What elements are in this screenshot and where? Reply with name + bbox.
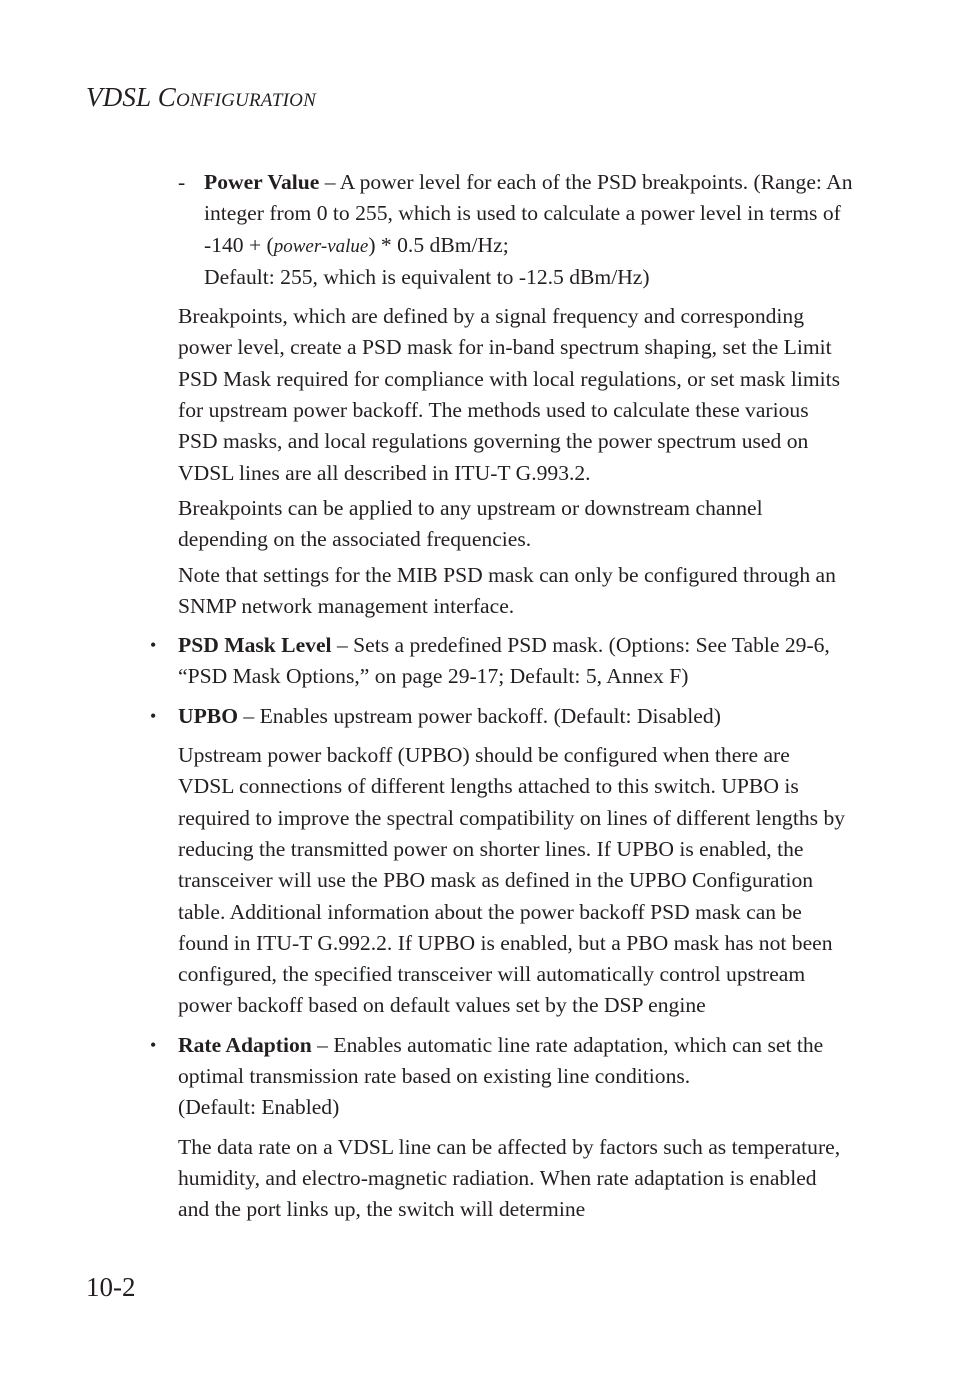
rate-adaption-item (150, 1030, 858, 1124)
power-value-item (178, 167, 864, 293)
rate-adaption-term: Rate Adaption (178, 1032, 312, 1057)
page-body (0, 167, 954, 1226)
rate-adaption-paragraph: The data rate on a VDSL line can be affected by factors such as temperature, humidity, and electro-magnetic radiation. When rate adaptation is enabled and the port links up, the switch will determine (178, 1134, 841, 1222)
upbo-item (150, 701, 858, 732)
bullet-marker: • (150, 1034, 157, 1055)
rate-adaption-default: (Default: Enabled) (178, 1095, 340, 1120)
power-value-formula-end: ) * 0.5 dBm/Hz; (368, 232, 509, 257)
psd-mask-level-description: – Sets a predefined PSD mask. (Options: See Table 29-6, “PSD Mask Options,” on page 29-17; Default: 5, Annex F) (178, 633, 830, 689)
rate-adaption-description: – Enables automatic line rate adaptation, which can set the optimal transmission rate based on existing line conditions. (178, 1032, 824, 1089)
header-title-smallcaps: ONFIGURATION (175, 90, 316, 111)
dash-marker: - (178, 170, 186, 194)
psd-mask-level-term: PSD Mask Level (178, 633, 332, 658)
power-value-description: – A power level for each of the PSD breakpoints. (Range: An integer from 0 to 255, which is used to calculate a power level in terms of -140 + ( (204, 170, 853, 257)
bullet-marker: • (150, 635, 157, 656)
upbo-paragraph: Upstream power backoff (UPBO) should be configured when there are VDSL connections of different lengths attached to this switch. UPBO is required to improve the spectral compatibility on lines of different lengths by reducing the transmitted power on shorter lines. If UPBO is enabled, the transceiver will use the PBO mask as defined in the UPBO Configuration table. Additional information about the power backoff PSD mask can be found in ITU-T G.992.2. If UPBO is enabled, but a PBO mask has not been configured, the specified transceiver will automatically control upstream power backoff based on default values set by the DSP engine (178, 743, 846, 1018)
psd-mask-level-item (150, 630, 858, 693)
header-title-large: VDSL C (86, 82, 176, 112)
bullet-marker: • (150, 705, 157, 726)
breakpoints-channel-paragraph: Breakpoints can be applied to any upstream or downstream channel depending on the associated frequencies. (178, 495, 763, 552)
page-number: 10-2 (86, 1272, 136, 1302)
running-header (86, 82, 316, 113)
power-value-term: Power Value (204, 170, 320, 194)
breakpoints-paragraph: Breakpoints, which are defined by a signal frequency and corresponding power level, create a PSD mask for in-band spectrum shaping, set the Limit PSD Mask required for compliance with local regulations, or set mask limits for upstream power backoff. The methods used to calculate these various PSD masks, and local regulations governing the power spectrum used on VDSL lines are all described in ITU-T G.993.2. (178, 304, 841, 485)
power-value-variable: power-value (273, 235, 369, 257)
power-value-default: Default: 255, which is equivalent to -12.5 dBm/Hz) (204, 264, 650, 289)
upbo-description: – Enables upstream power backoff. (Default: Disabled) (237, 703, 721, 728)
snmp-note-paragraph: Note that settings for the MIB PSD mask can only be configured through an SNMP network management interface. (178, 562, 836, 618)
upbo-term: UPBO (178, 703, 238, 728)
